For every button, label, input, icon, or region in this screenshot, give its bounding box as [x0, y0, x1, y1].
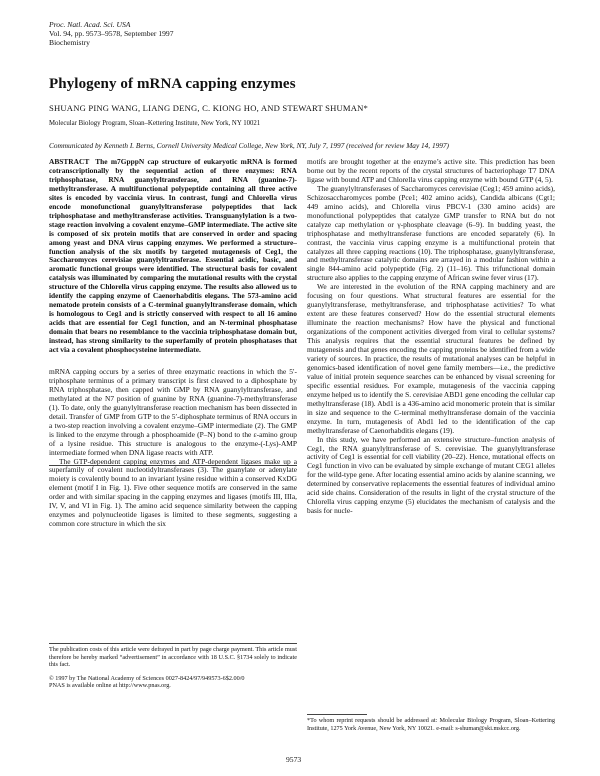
body-paragraph: motifs are brought together at the enzyme’s active site. This prediction has been borne out by the recent reports of the crystal structures of bacteriophage T7 DNA ligase with bound ATP and Chlorella virus capping enzyme with bound GTP (4, 5).: [307, 157, 555, 184]
footnote-left: [49, 646, 297, 690]
body-paragraph: We are interested in the evolution of the RNA capping machinery and are focusing on four questions. What structural features are essential for the guanylyltransferase, methyltransferase, and triphosphatase activities? To what extent are these features conserved? How do the essential structural elements illuminate the reaction mechanisms? How have the physical and functional organizations of the component activities diverged from viral to cellular systems? This analysis requires that the essential structural features be defined by mutagenesis and that genes encoding the capping proteins be identified from a wide variety of sources. In practice, the results of mutational analyses can be helpful in genomics-based identification of novel gene family members—i.e., the predictive value of initial protein sequence searches can be enhanced by visual screening for specific essential residues. For example, mutagenesis of the vaccinia capping enzyme helped us to identify the S. cerevisiae ABD1 gene encoding the cellular cap methyltransferase (18). Abd1 is a 436-amino acid monomeric protein that is similar in size and sequence to the C-terminal methyltransferase domain of the vaccinia enzyme. In turn, mutagenesis of Abd1 led to the identification of the cap methyltransferase of Caenorhabditis elegans (19).: [307, 282, 555, 435]
body-paragraph: In this study, we have performed an extensive structure–function analysis of Ceg1, the RNA guanylyltransferase of S. cerevisiae. The guanylyltransferase activity of Ceg1 is essential for cell viability (20–22). Hence, mutational effects on Ceg1 function in vivo can be evaluated by simple exchange of mutant CEG1 alleles for the wild-type gene. After locating essential amino acids by alanine scanning, we determined by conservative replacements the essential features of individual amino acid side chains. Consideration of the results in light of the crystal structure of the Chlorella virus capping enzyme (5) elucidates the mechanism of catalysis and the basis for nucle-: [307, 434, 555, 516]
journal-name: Proc. Natl. Acad. Sci. USA: [49, 20, 131, 29]
journal-volume: Vol. 94, pp. 9573–9578, September 1997: [49, 29, 174, 38]
footnote-divider: [49, 643, 297, 644]
right-column: [307, 158, 555, 516]
reprint-footnote: *To whom reprint requests should be addressed at: Molecular Biology Program, Sloan–Kettering Institute, 1275 York Avenue, New York, NY 10021. e-mail: s-shuman@ski.mskcc.org.: [307, 717, 555, 732]
journal-section: Biochemistry: [49, 38, 90, 47]
page-number: 9573: [286, 755, 302, 764]
pnas-online-line: PNAS is available online at http://www.pnas.org.: [49, 682, 171, 690]
communicated-line: Communicated by Kenneth I. Berns, Cornell University Medical College, New York, NY, July 7, 1997 (received for review May 14, 1997): [49, 141, 449, 150]
paper-title: Phylogeny of mRNA capping enzymes: [49, 76, 296, 92]
abstract-divider: [49, 465, 297, 466]
page-charge-note: The publication costs of this article were defrayed in part by page charge payment. This article must therefore be hereby marked “advertisement” in accordance with 18 U.S.C. §1734 solely to indicate this fact.: [49, 646, 297, 669]
footnote-divider-right: [307, 714, 367, 715]
left-column: [49, 158, 297, 529]
abstract: [49, 158, 297, 355]
copyright-line: © 1997 by The National Academy of Sciences 0027-8424/97/949573-6$2.00/0: [49, 674, 245, 682]
abstract-heading: ABSTRACT: [49, 157, 90, 166]
body-paragraph: The guanylyltransferases of Saccharomyces cerevisiae (Ceg1; 459 amino acids), Schizosaccharomyces pombe (Pce1; 402 amino acids), Candida albicans (Cgt1; 449 amino acids), and Chlorella virus PBCV-1 (330 amino acids) are monofunctional polypeptides that catalyze GMP transfer to RNA but do not catalyze cap methylation or γ-phosphate cleavage (6–9). In budding yeast, the triphosphatase and methyltransferase functions are encoded separately (6). In contrast, the vaccinia virus capping enzyme is a multifunctional protein that catalyzes all three capping reactions (10). The triphosphatase, guanylyltransferase, and methyltransferase catalytic domains are arrayed in a modular fashion within a single 844-amino acid polypeptide (Fig. 2) (11–16). This trifunctional domain structure also applies to the capping enzyme of African swine fever virus (17).: [307, 183, 555, 283]
body-paragraph: The GTP-dependent capping enzymes and ATP-dependent ligases make up a superfamily of covalent nucleotidyltransferases (3). The guanylate or adenylate moiety is covalently bound to an invariant lysine residue within a conserved KxDG element (motif I in Fig. 1). Five other sequence motifs are conserved in the same order and with similar spacing in the capping enzymes and ligases (motifs III, IIIa, IV, V, and VI in Fig. 1). The amino acid sequence similarity between the capping enzymes and polynucleotide ligases is limited to these segments, suggesting a common core structure in which the six: [49, 456, 297, 529]
journal-header: [49, 20, 174, 47]
author-list: SHUANG PING WANG, LIANG DENG, C. KIONG HO, AND STEWART SHUMAN*: [49, 103, 369, 113]
affiliation: Molecular Biology Program, Sloan–Kettering Institute, New York, NY 10021: [49, 120, 261, 127]
abstract-text: The m7GpppN cap structure of eukaryotic mRNA is formed cotranscriptionally by the sequential action of three enzymes: RNA triphosphatase, RNA guanylyltransferase, and RNA (guanine-7)-methyltransferase. A multifunctional polypeptide containing all three active sites is encoded by vaccinia virus. In contrast, fungi and Chlorella virus encode monofunctional guanylyltransferase polypeptides that lack triphosphatase and methyltransferase activities. Transguanylylation is a two-stage reaction involving a covalent enzyme–GMP intermediate. The active site is composed of six protein motifs that are conserved in order and spacing among yeast and DNA virus capping enzymes. We performed a structure–function analysis of the six motifs by targeted mutagenesis of Ceg1, the Saccharomyces cerevisiae guanylyltransferase. Essential acidic, basic, and aromatic functional groups were identified. The structural basis for covalent catalysis was illuminated by comparing the mutational results with the crystal structure of the Chlorella virus capping enzyme. The results also allowed us to identify the capping enzyme of Caenorhabditis elegans. The 573-amino acid nematode protein consists of a C-terminal guanylyltransferase domain, which is homologous to Ceg1 and is strictly conserved with respect to all 16 amino acids that are essential for Ceg1 function, and an N-terminal phosphatase domain that bears no resemblance to the vaccinia triphosphatase domain but, instead, has strong similarity to the superfamily of protein phosphatases that act via a covalent phosphocysteine intermediate.: [49, 157, 297, 355]
body-paragraph: mRNA capping occurs by a series of three enzymatic reactions in which the 5′-triphosphate terminus of a primary transcript is first cleaved to a diphosphate by RNA triphosphatase, then capped with GMP by RNA guanylyltransferase, and methylated at the N7 position of guanine by RNA (guanine-7)-methyltransferase (1). To date, only the guanylyltransferase reaction mechanism has been dissected in detail. Transfer of GMP from GTP to the 5′-diphosphate terminus of RNA occurs in a two-step reaction involving a covalent enzyme–GMP intermediate (2). The GMP is linked to the enzyme through a phosphoamide (P–N) bond to the ε-amino group of a lysine residue. This structure is analogous to the enzyme-(-Lys)-AMP intermediate formed when DNA ligase reacts with ATP.: [49, 366, 297, 457]
